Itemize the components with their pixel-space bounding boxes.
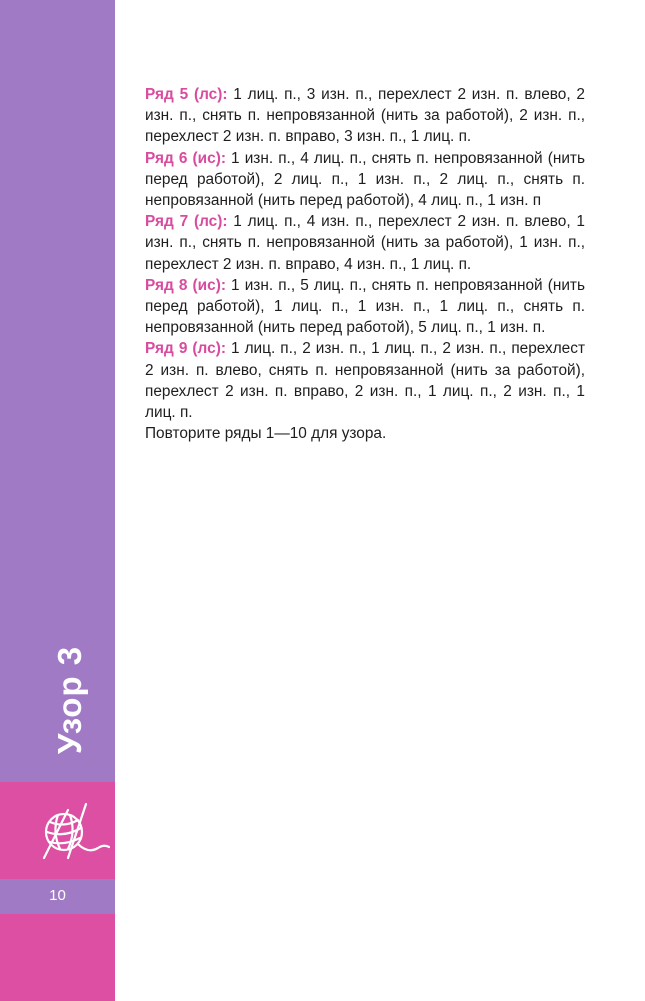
pattern-instructions bbox=[145, 84, 585, 444]
page-number: 10 bbox=[49, 887, 66, 904]
row-8 bbox=[145, 275, 585, 339]
sidebar bbox=[0, 0, 115, 1001]
yarn-ball-icon bbox=[38, 798, 110, 866]
row-text: 1 лиц. п., 3 изн. п., перехлест 2 изн. п. влево, 2 изн. п., снять п. непровязанной (нить за работой), 2 изн. п., перехлест 2 изн. п. вправо, 3 изн. п., 1 лиц. п. bbox=[145, 86, 585, 146]
repeat-instruction: Повторите ряды 1—10 для узора. bbox=[145, 425, 387, 443]
row-label: Ряд 9 (лс): bbox=[145, 340, 226, 358]
row-label: Ряд 5 (лс): bbox=[145, 86, 228, 103]
row-7 bbox=[145, 211, 585, 275]
row-text: 1 лиц. п., 2 изн. п., 1 лиц. п., 2 изн. п., перехлест 2 изн. п. влево, снять п. непровязанной (нить за работой), перехлест 2 изн. п. вправо, 2 изн. п., 1 лиц. п., 2 изн. п., 1 лиц. п. bbox=[145, 340, 585, 422]
row-9 bbox=[145, 338, 585, 423]
row-5 bbox=[145, 84, 585, 148]
row-label: Ряд 7 (лс): bbox=[145, 213, 228, 231]
row-text: 1 изн. п., 5 лиц. п., снять п. непровязанной (нить перед работой), 1 лиц. п., 1 изн. п., 1 лиц. п., снять п. непровязанной (нить перед работой), 5 лиц. п., 1 изн. п. bbox=[145, 276, 585, 337]
row-text: 1 изн. п., 4 лиц. п., снять п. непровязанной (нить перед работой), 2 лиц. п., 1 изн. п., 2 лиц. п., снять п. непровязанной (нить перед работой), 4 лиц. п., 1 изн. п bbox=[145, 149, 585, 210]
row-6 bbox=[145, 148, 585, 212]
section-title: Узор 3 bbox=[51, 645, 88, 755]
row-label: Ряд 8 (ис): bbox=[145, 276, 226, 294]
row-label: Ряд 6 (ис): bbox=[145, 149, 226, 167]
row-text: 1 лиц. п., 4 изн. п., перехлест 2 изн. п. влево, 1 изн. п., снять п. непровязанной (нить за работой), 1 изн. п., перехлест 2 изн. п. вправо, 4 изн. п., 1 лиц. п. bbox=[145, 213, 585, 273]
sidebar-bottom-pink-band bbox=[0, 914, 115, 1001]
